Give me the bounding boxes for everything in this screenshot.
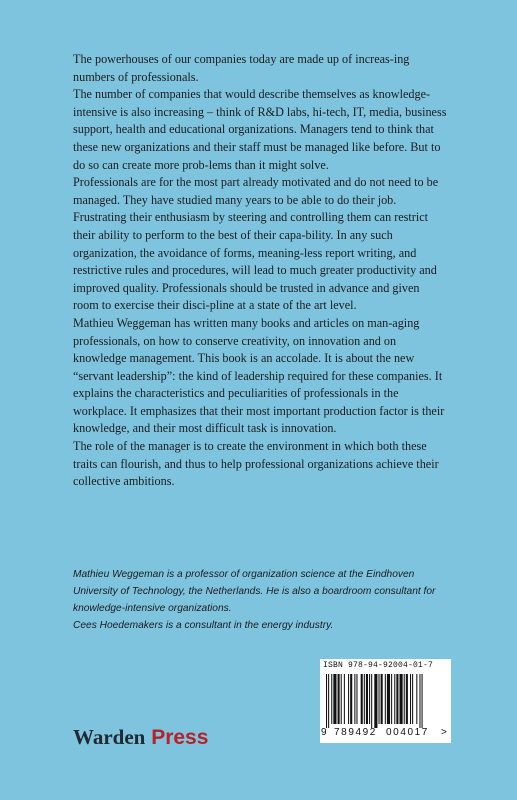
blurb-text (73, 51, 447, 491)
publisher-name-warden: Warden (73, 725, 146, 749)
publisher-name-press: Press (151, 726, 209, 749)
author-bio-hoedemakers: Cees Hoedemakers is a consultant in the energy industry. (73, 620, 334, 631)
barcode-bars (326, 674, 445, 728)
isbn-label: ISBN 978-94-92004-01-7 (323, 661, 434, 670)
blurb-paragraph-1: The powerhouses of our companies today are made up of increas-ing numbers of professionals. (73, 52, 410, 84)
barcode-digits-group1: 789492 (334, 727, 377, 738)
blurb-paragraph-5: The role of the manager is to create the environment in which both these traits can flourish, and thus to help professional organizations achieve their collective ambitions. (73, 439, 439, 489)
barcode-digits (321, 727, 451, 739)
barcode-end-marker: > (441, 727, 447, 738)
author-bio (73, 566, 447, 634)
publisher-logo (73, 725, 208, 750)
blurb-paragraph-2: The number of companies that would describe themselves as knowledge-intensive is also increasing – think of R&D labs, hi-tech, IT, media, business support, health and educational organizations. Managers tend to think that these new organizations and their staff must be managed like before. But to do so can create more prob-lems than it might solve. (73, 87, 447, 172)
blurb-paragraph-4: Mathieu Weggeman has written many books and articles on man-aging professionals, on how to conserve creativity, on innovation and on knowledge management. This book is an accolade. It is about the new “servant leadership”: the kind of leadership required for these companies. It explains the characteristics and peculiarities of professionals in the workplace. It emphasizes that their most important production factor is their knowledge, and their most difficult task is innovation. (73, 315, 445, 436)
author-bio-weggeman: Mathieu Weggeman is a professor of organization science at the Eindhoven University of Technology, the Netherlands. He is also a boardroom consultant for knowledge-intensive organizations. (73, 569, 436, 614)
barcode-digits-group2: 004017 (386, 727, 429, 738)
isbn-barcode (320, 659, 451, 743)
blurb-paragraph-3: Professionals are for the most part already motivated and do not need to be managed. They have studied many years to be able to do their job. Frustrating their enthusiasm by steering and controlling them can restrict their ability to perform to the best of their capa-bility. In any such organization, the avoidance of forms, meaning-less report writing, and restrictive rules and procedures, will lead to much greater productivity and improved quality. Professionals should be trusted in advance and given room to exercise their disci-pline at a state of the art level. (73, 175, 439, 313)
barcode-digit-first: 9 (321, 727, 327, 738)
